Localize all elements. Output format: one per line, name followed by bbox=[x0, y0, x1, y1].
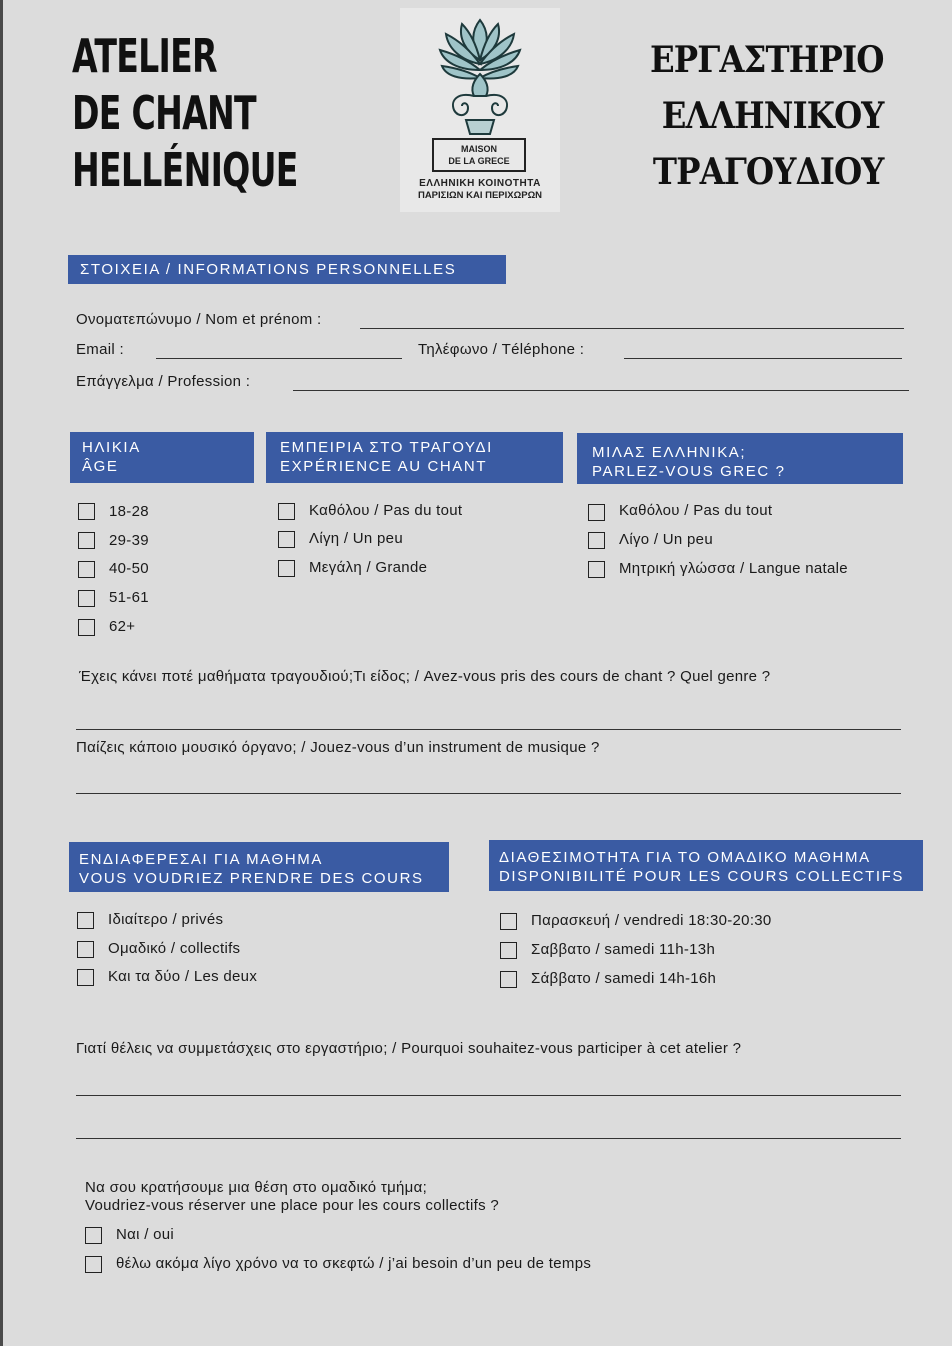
greek-checkbox-native[interactable] bbox=[588, 561, 605, 578]
availability-heading-line-2: DISPONIBILITÉ POUR LES COURS COLLECTIFS bbox=[499, 868, 904, 885]
reserve-option-yes: Ναι / oui bbox=[116, 1226, 175, 1243]
title-french-line-3: HELLÉNIQUE bbox=[72, 143, 298, 197]
title-french-line-1: ATELIER bbox=[72, 29, 217, 83]
greek-option-none: Καθόλου / Pas du tout bbox=[619, 502, 773, 519]
logo-plaque-line-1: MAISON bbox=[461, 144, 497, 154]
experience-option-great: Μεγάλη / Grande bbox=[309, 559, 428, 576]
experience-heading-line-2: EXPÉRIENCE AU CHANT bbox=[280, 458, 488, 475]
greek-heading bbox=[577, 433, 903, 484]
availability-heading bbox=[489, 840, 923, 891]
age-heading-line-1: ΗΛΙΚΙΑ bbox=[82, 439, 141, 456]
instrument-answer-field[interactable] bbox=[76, 793, 901, 794]
lessons-answer-field[interactable] bbox=[76, 729, 901, 730]
greek-checkbox-little[interactable] bbox=[588, 532, 605, 549]
lessons-question: Έχεις κάνει ποτέ μαθήματα τραγουδιού;Τι είδος; / Avez-vous pris des cours de chant ? Quel genre ? bbox=[79, 668, 771, 685]
greek-checkbox-none[interactable] bbox=[588, 504, 605, 521]
name-label: Ονοματεπώνυμο / Nom et prénom : bbox=[76, 311, 322, 328]
reserve-checkbox-need-time[interactable] bbox=[85, 1256, 102, 1273]
logo-caption-line-1: ΕΛΛΗΝΙΚΗ ΚΟΙΝΟΤΗΤΑ bbox=[419, 178, 541, 189]
interest-option-both: Και τα δύο / Les deux bbox=[108, 968, 258, 985]
experience-option-little: Λίγη / Un peu bbox=[309, 530, 403, 547]
availability-checkbox-saturday-afternoon[interactable] bbox=[500, 971, 517, 988]
age-checkbox-18-28[interactable] bbox=[78, 503, 95, 520]
why-answer-field-line-1[interactable] bbox=[76, 1095, 901, 1096]
profession-label: Επάγγελμα / Profession : bbox=[76, 373, 251, 390]
interest-heading-line-2: VOUS VOUDRIEZ PRENDRE DES COURS bbox=[79, 870, 424, 887]
greek-option-native: Μητρική γλώσσα / Langue natale bbox=[619, 560, 848, 577]
title-greek bbox=[624, 32, 884, 200]
interest-checkbox-private[interactable] bbox=[77, 912, 94, 929]
reserve-question-french: Voudriez-vous réserver une place pour les cours collectifs ? bbox=[85, 1197, 500, 1214]
age-option-18-28: 18-28 bbox=[109, 503, 149, 520]
phone-field[interactable] bbox=[624, 358, 902, 359]
age-option-40-50: 40-50 bbox=[109, 560, 149, 577]
availability-checkbox-friday[interactable] bbox=[500, 913, 517, 930]
interest-option-group: Ομαδικό / collectifs bbox=[108, 940, 241, 957]
age-checkbox-51-61[interactable] bbox=[78, 590, 95, 607]
email-field[interactable] bbox=[156, 358, 402, 359]
experience-option-none: Καθόλου / Pas du tout bbox=[309, 502, 463, 519]
reserve-option-need-time: θέλω ακόμα λίγο χρόνο να το σκεφτώ / j’ai besoin d’un peu de temps bbox=[116, 1255, 592, 1272]
interest-checkbox-group[interactable] bbox=[77, 941, 94, 958]
experience-checkbox-none[interactable] bbox=[278, 503, 295, 520]
availability-option-saturday-morning: Σαββατο / samedi 11h-13h bbox=[531, 941, 716, 958]
availability-option-saturday-afternoon: Σάββατο / samedi 14h-16h bbox=[531, 970, 717, 987]
phone-label: Τηλέφωνο / Téléphone : bbox=[418, 341, 585, 358]
maison-de-la-grece-logo bbox=[400, 8, 560, 212]
name-field[interactable] bbox=[360, 328, 904, 329]
interest-heading-line-1: ΕΝΔΙΑΦΕΡΕΣΑΙ ΓΙΑ ΜΑΘΗΜΑ bbox=[79, 851, 323, 868]
instrument-question: Παίζεις κάποιο μουσικό όργανο; / Jouez-vous d’un instrument de musique ? bbox=[76, 739, 600, 756]
interest-heading bbox=[69, 842, 449, 892]
age-option-51-61: 51-61 bbox=[109, 589, 149, 606]
why-question: Γιατί θέλεις να συμμετάσχεις στο εργαστήριο; / Pourquoi souhaitez-vous participer à cet atelier ? bbox=[76, 1040, 742, 1057]
title-french bbox=[72, 28, 298, 199]
why-answer-field-line-2[interactable] bbox=[76, 1138, 901, 1139]
age-checkbox-40-50[interactable] bbox=[78, 561, 95, 578]
title-greek-line-1: ΕΡΓΑΣΤΗΡΙΟ bbox=[650, 39, 884, 81]
reserve-question-greek: Να σου κρατήσουμε μια θέση στο ομαδικό τμήμα; bbox=[85, 1179, 428, 1196]
page-left-edge bbox=[0, 0, 3, 1346]
age-option-62-plus: 62+ bbox=[109, 618, 136, 635]
personal-info-heading bbox=[68, 255, 506, 284]
logo-plaque-line-2: DE LA GRECE bbox=[448, 156, 510, 166]
age-checkbox-29-39[interactable] bbox=[78, 532, 95, 549]
age-heading-line-2: ÂGE bbox=[82, 458, 119, 475]
experience-checkbox-great[interactable] bbox=[278, 560, 295, 577]
availability-option-friday: Παρασκευή / vendredi 18:30-20:30 bbox=[531, 912, 772, 929]
availability-heading-line-1: ΔΙΑΘΕΣΙΜΟΤΗΤΑ ΓΙΑ ΤΟ ΟΜΑΔΙΚΟ ΜΑΘΗΜΑ bbox=[499, 849, 871, 866]
title-greek-line-3: ΤΡΑΓΟΥΔΙΟΥ bbox=[653, 151, 884, 193]
reserve-checkbox-yes[interactable] bbox=[85, 1227, 102, 1244]
title-french-line-2: DE CHANT bbox=[72, 86, 256, 140]
interest-checkbox-both[interactable] bbox=[77, 969, 94, 986]
experience-heading bbox=[266, 432, 563, 483]
personal-info-heading-text: ΣΤΟΙΧΕΙΑ / INFORMATIONS PERSONNELLES bbox=[80, 261, 457, 278]
availability-checkbox-saturday-morning[interactable] bbox=[500, 942, 517, 959]
profession-field[interactable] bbox=[293, 390, 909, 391]
greek-option-little: Λίγο / Un peu bbox=[619, 531, 713, 548]
experience-checkbox-little[interactable] bbox=[278, 531, 295, 548]
logo-caption-line-2: ΠΑΡΙΣΙΩΝ ΚΑΙ ΠΕΡΙΧΩΡΩΝ bbox=[417, 190, 543, 201]
title-greek-line-2: ΕΛΛΗΝΙΚΟΥ bbox=[662, 95, 884, 137]
anthemion-icon bbox=[400, 8, 560, 143]
age-checkbox-62-plus[interactable] bbox=[78, 619, 95, 636]
experience-heading-line-1: ΕΜΠΕΙΡΙΑ ΣΤΟ ΤΡΑΓΟΥΔΙ bbox=[280, 439, 493, 456]
email-label: Email : bbox=[76, 341, 124, 358]
age-option-29-39: 29-39 bbox=[109, 532, 149, 549]
greek-heading-line-1: ΜΙΛΑΣ ΕΛΛΗΝΙΚΑ; bbox=[592, 444, 747, 461]
greek-heading-line-2: PARLEZ-VOUS GREC ? bbox=[592, 463, 786, 480]
interest-option-private: Ιδιαίτερο / privés bbox=[108, 911, 224, 928]
logo-plaque bbox=[432, 138, 526, 172]
age-heading bbox=[70, 432, 254, 483]
